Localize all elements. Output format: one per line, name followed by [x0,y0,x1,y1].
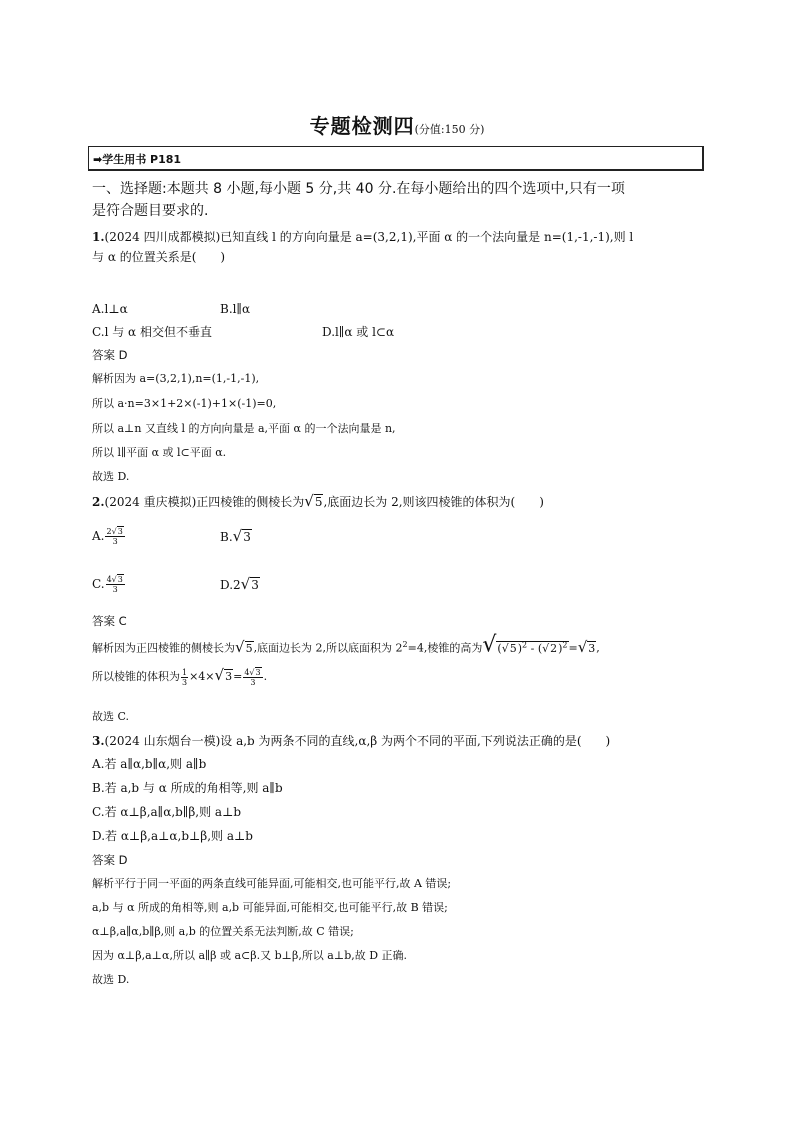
q1-solution-line-4: 所以 l∥平面 α 或 l⊂平面 α. [92,446,227,459]
q3-solution-line-1: 解析平行于同一平面的两条直线可能异面,可能相交,也可能平行,故 A 错误; [92,877,452,890]
q1-solution-line-3: 所以 a⊥n 又直线 l 的方向向量是 a,平面 α 的一个法向量是 n, [92,422,396,435]
sqrt-radical-icon: √ [577,637,588,656]
sqrt-radical-icon: √ [501,641,509,655]
q2-stem-post: ,底面边长为 2,则该四棱锥的体积为( ) [323,495,544,509]
sqrt-radical-icon: √ [232,527,243,545]
section-heading-line-1: 一、选择题:本题共 8 小题,每小题 5 分,共 40 分.在每小题给出的四个选项中,只有一项 [92,181,625,197]
q2-number: 2. [92,495,105,509]
q2-stem-line [92,492,544,511]
q3-option-b: B.若 a,b 与 α 所成的角相等,则 a∥b [92,781,283,795]
q3-answer: 答案 D [92,853,128,867]
sqrt-radical-icon: √ [542,641,550,655]
q1-stem-line-2: 与 α 的位置关系是( ) [92,250,226,264]
q3-stem-text: (2024 山东烟台一模)设 a,b 为两条不同的直线,α,β 为两个不同的平面,下列说法正确的是( ) [104,734,611,748]
q3-option-c: C.若 α⊥β,a∥α,b∥β,则 a⊥b [92,805,242,819]
q1-answer: 答案 D [92,348,128,362]
q1-stem-text-1: (2024 四川成都模拟)已知直线 l 的方向向量是 a=(3,2,1),平面 α 的一个法向量是 n=(1,-1,-1),则 l [104,230,634,244]
q3-solution-line-5: 故选 D. [92,973,130,986]
q2-option-c: C. $\frac{4√3}{3}$ [92,575,123,594]
q3-stem-line [92,732,610,750]
title-line [0,110,794,139]
q3-number: 3. [92,734,105,748]
q1-stem-line-1 [92,228,633,246]
q1-solution-line-5: 故选 D. [92,470,130,483]
q2-option-a: A. $\frac{2√3}{3}$ [92,527,123,546]
sqrt-radical-icon: √ [214,666,225,684]
sqrt-radical-icon: √ [304,492,314,510]
q2-stem-pre: (2024 重庆模拟)正四棱锥的侧棱长为 [104,495,305,509]
q3-solution-line-3: α⊥β,a∥α,b∥β,则 a,b 的位置关系无法判断,故 C 错误; [92,925,354,938]
q3-solution-line-2: a,b 与 α 所成的角相等,则 a,b 可能异面,可能相交,也可能平行,故 B 错误; [92,901,448,914]
q2-option-d: D.2√3 [220,575,259,593]
q2-solution-line-2: 所以棱锥的体积为 $\frac{1}{3}$ ×4×√3= $\frac{4√3}{3}$ . [92,666,268,687]
q2-option-b: B.√3 [220,527,251,545]
section-heading-line-2: 是符合题目要求的. [92,203,209,219]
q1-solution-line-2: 所以 a·n=3×1+2×(-1)+1×(-1)=0, [92,397,277,410]
q2-height-expression: $√(√5)^2 - (√2)^2$ [482,632,568,658]
q2-solution-line-3: 故选 C. [92,710,130,723]
sqrt-radical-icon: √ [235,637,245,656]
sqrt-radical-icon: √ [249,667,255,677]
student-book-reference: ➡学生用书 P181 [93,153,182,166]
q3-option-d: D.若 α⊥β,a⊥α,b⊥β,则 a⊥b [92,829,253,843]
student-book-tag-bar [88,146,704,171]
sqrt-radical-icon: √ [111,575,117,584]
q1-option-b: B.l∥α [220,302,251,316]
q1-option-c: C.l 与 α 相交但不垂直 [92,325,212,339]
q3-solution-line-4: 因为 α⊥β,a⊥α,所以 a∥β 或 a⊂β.又 b⊥β,所以 a⊥b,故 D 正确. [92,949,408,962]
q2-solution-line-1: 解析因为正四棱锥的侧棱长为√5,底面边长为 2,所以底面积为 $2^2=4$,棱锥的高为$√(√5)^2 - (√2)^2=√3$, [92,632,600,658]
score-note: (分值:150 分) [414,123,485,136]
q3-option-a: A.若 a∥α,b∥α,则 a∥b [92,757,207,771]
page-title: 专题检测四 [309,114,415,138]
sqrt-radical-icon: √ [111,527,117,536]
q1-option-a: A.l⊥α [92,302,128,316]
sqrt-radical-icon: √ [482,632,497,658]
q1-option-d: D.l∥α 或 l⊂α [322,325,395,339]
q2-option-c-fraction: $\frac{4√3}{3}$ [106,575,123,594]
sqrt-radical-icon: √ [240,575,251,593]
q1-solution-line-1: 解析因为 a=(3,2,1),n=(1,-1,-1), [92,372,260,385]
q2-option-a-fraction: $\frac{2√3}{3}$ [106,527,123,546]
q2-sqrt-five: √5 [304,492,323,510]
q1-number: 1. [92,230,105,244]
q2-answer: 答案 C [92,614,127,628]
